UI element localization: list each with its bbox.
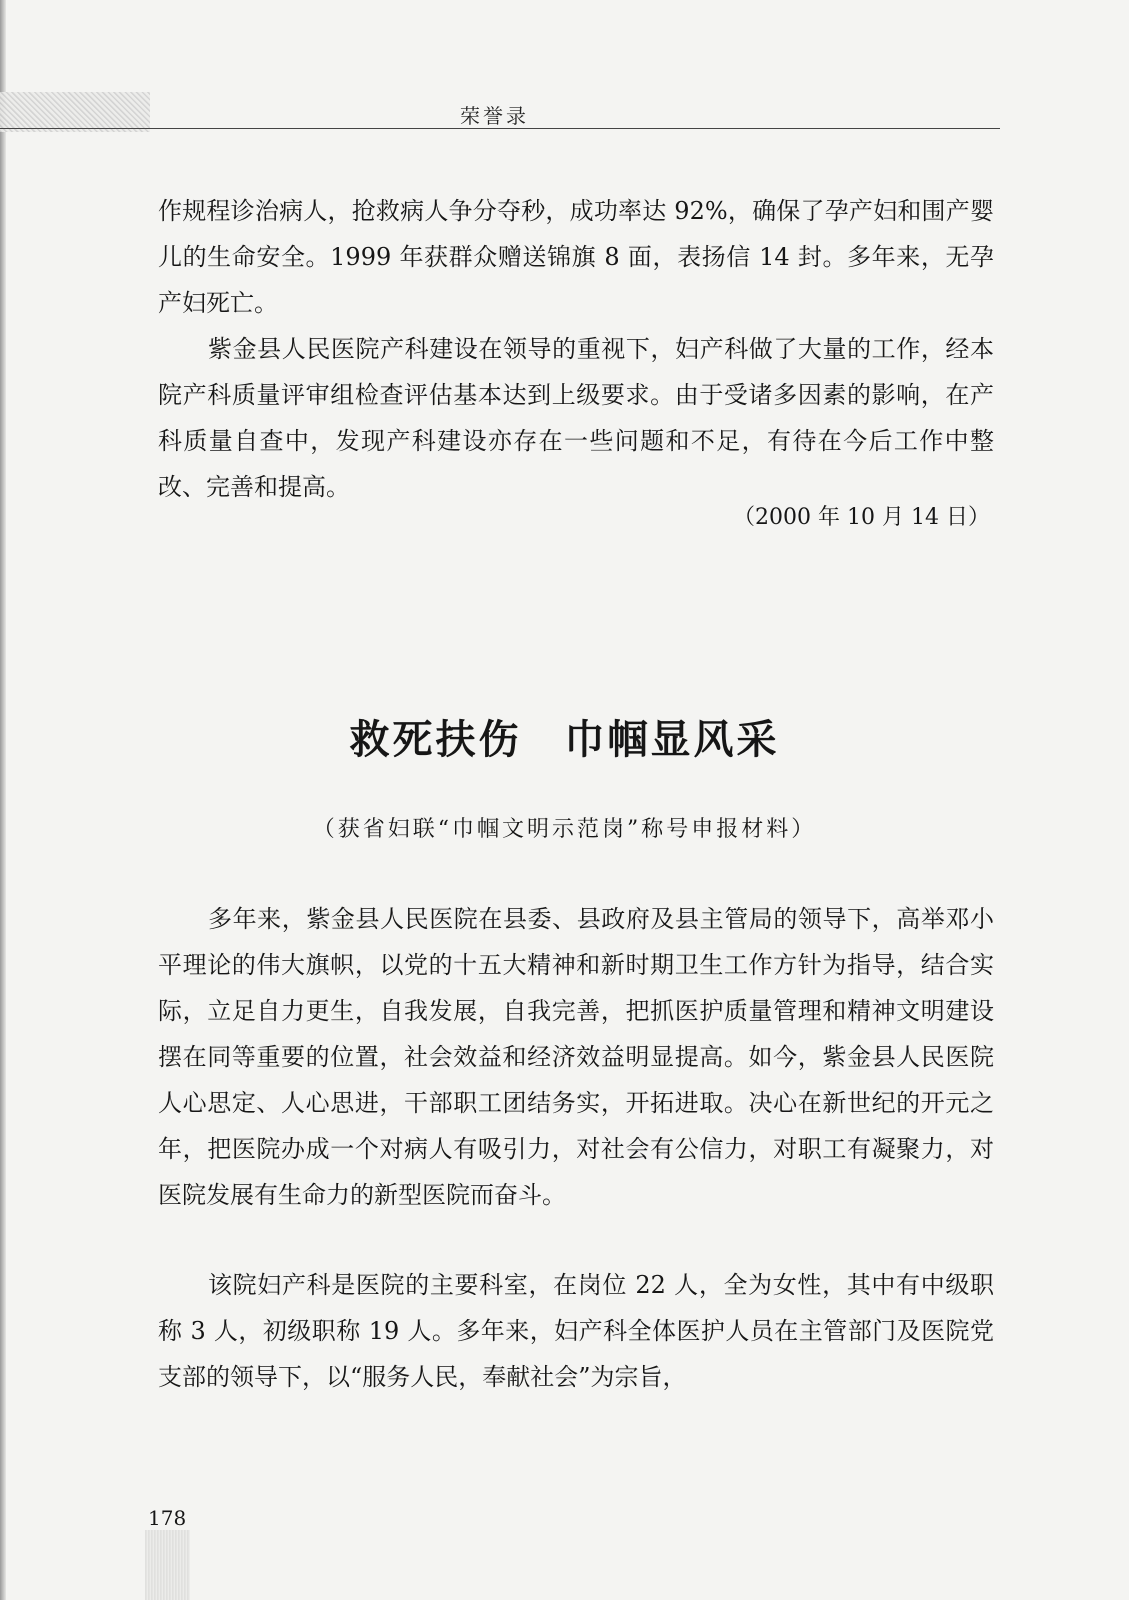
header-rule [0, 128, 1000, 129]
page-number: 178 [148, 1506, 187, 1530]
date-signature: （2000 年 10 月 14 日） [733, 505, 990, 530]
header-scan-shading [0, 92, 150, 132]
prev-paragraph-1: 作规程诊治病人，抢救病人争分夺秒，成功率达 92%，确保了孕产妇和围产婴儿的生命安全。1999 年获群众赠送锦旗 8 面，表扬信 14 封。多年来，无孕产妇死亡。 [158, 197, 994, 317]
article-paragraph-2: 该院妇产科是医院的主要科室，在岗位 22 人，全为女性，其中有中级职称 3 人，初级职称 19 人。多年来，妇产科全体医护人员在主管部门及医院党支部的领导下，以“服务人民，奉献社会”为宗旨， [158, 1271, 994, 1391]
footer-scan-shading [145, 1530, 190, 1600]
running-header: 荣誉录 [460, 104, 529, 128]
article-title: 救死扶伤 巾帼显风采 [349, 716, 780, 763]
scan-edge-shadow [0, 0, 6, 1600]
prev-paragraph-2: 紫金县人民医院产科建设在领导的重视下，妇产科做了大量的工作，经本院产科质量评审组检查评估基本达到上级要求。由于受诸多因素的影响，在产科质量自查中，发现产科建设亦存在一些问题和不足，有待在今后工作中整改、完善和提高。 [158, 335, 994, 501]
article-subtitle: （获省妇联“巾帼文明示范岗”称号申报材料） [312, 817, 817, 842]
article-paragraph-1: 多年来，紫金县人民医院在县委、县政府及县主管局的领导下，高举邓小平理论的伟大旗帜，以党的十五大精神和新时期卫生工作方针为指导，结合实际，立足自力更生，自我发展，自我完善，把抓医护质量管理和精神文明建设摆在同等重要的位置，社会效益和经济效益明显提高。如今，紫金县人民医院人心思定、人心思进，干部职工团结务实，开拓进取。决心在新世纪的开元之年，把医院办成一个对病人有吸引力，对社会有公信力，对职工有凝聚力，对医院发展有生命力的新型医院而奋斗。 [158, 905, 994, 1209]
